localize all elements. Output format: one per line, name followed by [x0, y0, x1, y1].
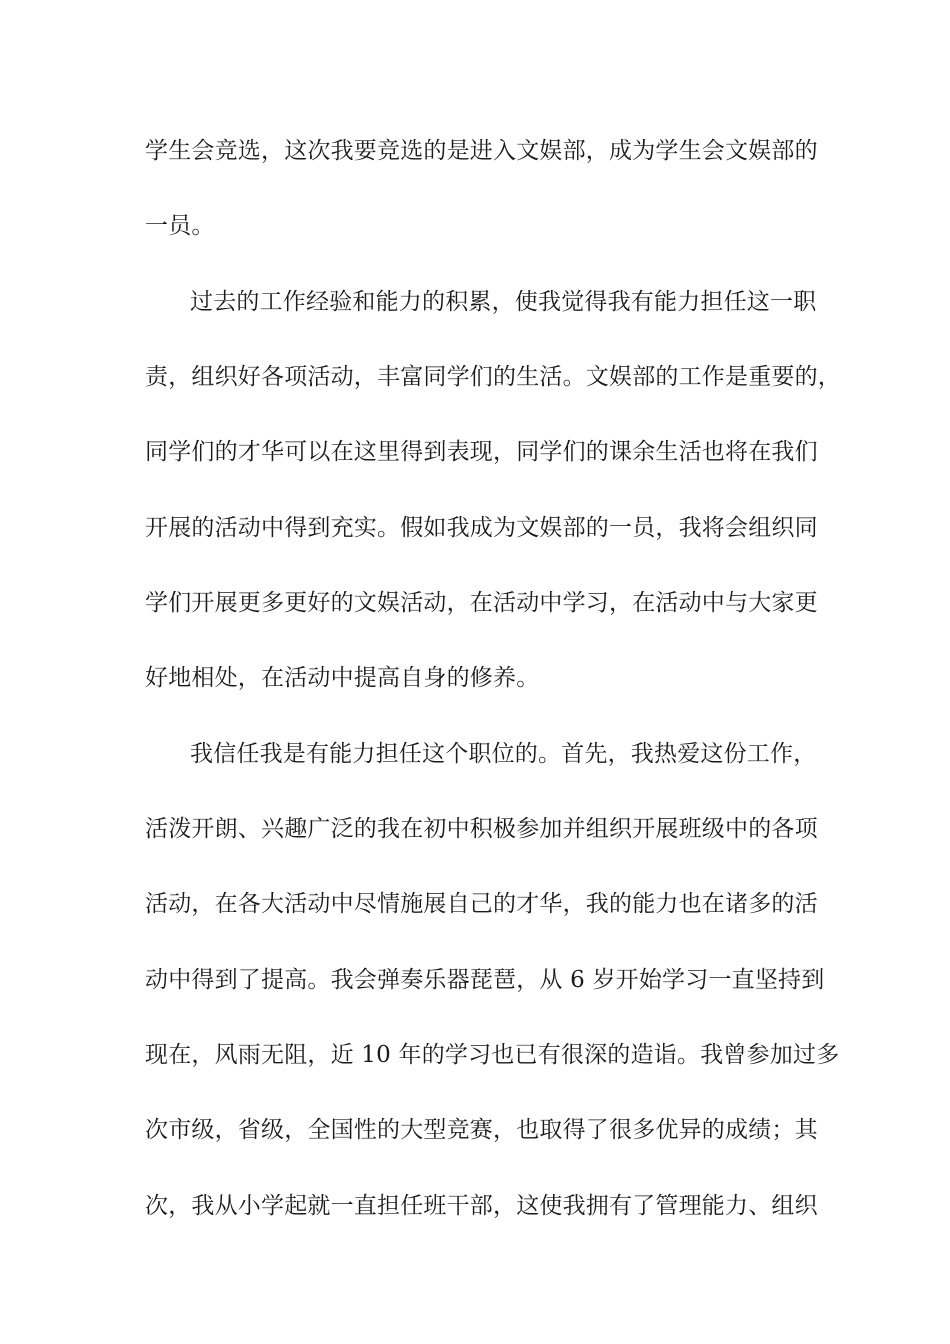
text-line: 责，组织好各项活动，丰富同学们的生活。文娱部的工作是重要的，: [145, 364, 841, 390]
text-line: 动中得到了提高。我会弹奏乐器琵琶，从 6 岁开始学习一直坚持到: [145, 967, 825, 993]
paragraph-start-line: 过去的工作经验和能力的积累，使我觉得我有能力担任这一职: [190, 289, 817, 315]
text-line: 学们开展更多更好的文娱活动，在活动中学习，在活动中与大家更: [145, 590, 818, 616]
text-line: 活泼开朗、兴趣广泛的我在初中积极参加并组织开展班级中的各项: [145, 816, 818, 842]
text-line: 同学们的才华可以在这里得到表现，同学们的课余生活也将在我们: [145, 439, 818, 465]
text-line: 学生会竞选，这次我要竞选的是进入文娱部，成为学生会文娱部的: [145, 138, 818, 164]
text-line: 开展的活动中得到充实。假如我成为文娱部的一员，我将会组织同: [145, 515, 818, 541]
text-line: 现在，风雨无阻，近 10 年的学习也已有很深的造诣。我曾参加过多: [145, 1042, 840, 1068]
text-line: 活动，在各大活动中尽情施展自己的才华，我的能力也在诸多的活: [145, 891, 818, 917]
text-line: 好地相处，在活动中提高自身的修养。: [145, 665, 540, 691]
text-line: 次，我从小学起就一直担任班干部，这使我拥有了管理能力、组织: [145, 1193, 818, 1219]
text-line: 次市级，省级，全国性的大型竞赛，也取得了很多优异的成绩；其: [145, 1117, 818, 1143]
text-line: 一员。: [145, 213, 215, 239]
paragraph-start-line: 我信任我是有能力担任这个职位的。首先，我热爱这份工作，: [190, 741, 817, 767]
